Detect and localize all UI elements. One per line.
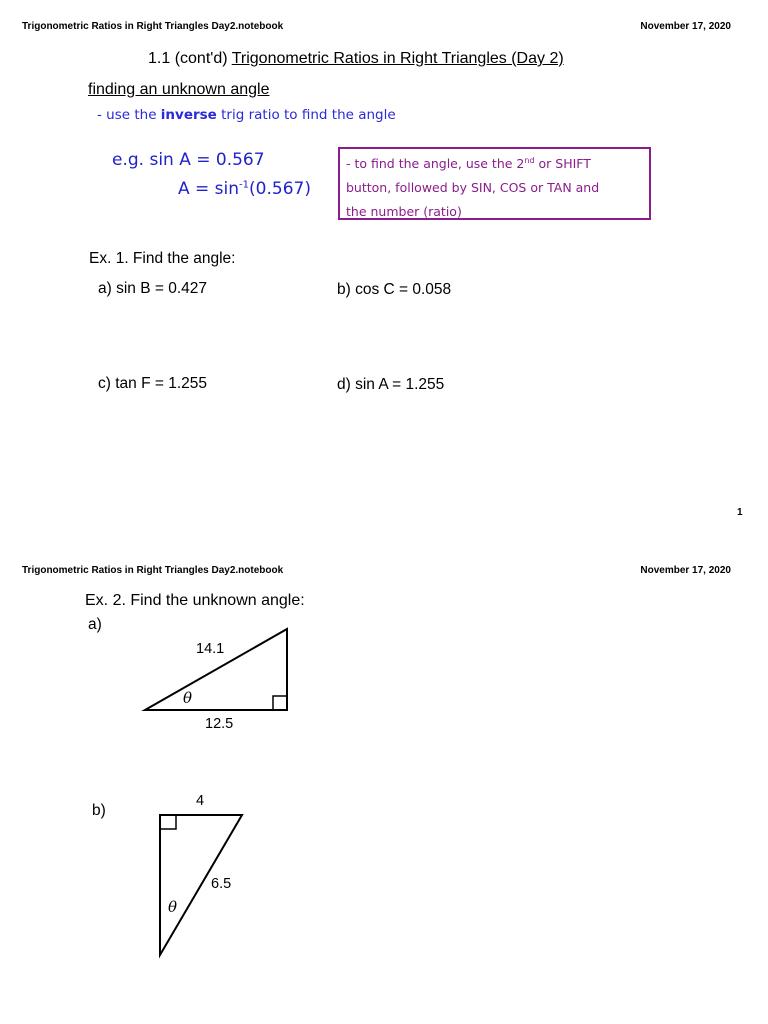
callout-line-1-a: - to find the angle, use the 2 <box>346 156 525 172</box>
example-line-2-a: A = sin <box>178 179 240 199</box>
callout-line-1-b: or SHIFT <box>534 156 591 172</box>
page-number: 1 <box>737 507 743 518</box>
ex1-item-a: a) sin B = 0.427 <box>98 280 207 297</box>
triangle-b-hypotenuse-label: 6.5 <box>211 876 232 892</box>
note-bold: inverse <box>160 107 217 123</box>
ex2-part-a-label: a) <box>88 616 102 633</box>
ex2-title: Ex. 2. Find the unknown angle: <box>85 592 305 609</box>
example-line-1: e.g. sin A = 0.567 <box>112 150 265 170</box>
ex1-item-b: b) cos C = 0.058 <box>337 281 452 298</box>
right-angle-marker-a <box>273 696 287 710</box>
triangle-b-theta-label: θ <box>168 898 178 916</box>
ex1-title: Ex. 1. Find the angle: <box>89 250 236 267</box>
page2-header-title: Trigonometric Ratios in Right Triangles Day2.notebook <box>22 565 284 576</box>
triangle-a-base-label: 12.5 <box>205 716 234 732</box>
callout-line-3: the number (ratio) <box>346 204 462 220</box>
example-line-2-b: (0.567) <box>249 179 311 199</box>
page1-header-date: November 17, 2020 <box>640 21 731 32</box>
right-angle-marker-b <box>160 815 176 829</box>
subheading: finding an unknown angle <box>88 81 270 98</box>
callout-line-1-sup: nd <box>524 156 535 165</box>
callout-line-2: button, followed by SIN, COS or TAN and <box>346 180 600 196</box>
triangle-a-theta-label: θ <box>183 689 193 707</box>
page1-header-title: Trigonometric Ratios in Right Triangles Day2.notebook <box>22 21 284 32</box>
title-prefix: 1.1 (cont'd) <box>148 50 232 67</box>
note-suffix: trig ratio to find the angle <box>216 107 396 123</box>
ex1-item-d: d) sin A = 1.255 <box>337 376 445 393</box>
title-main: Trigonometric Ratios in Right Triangles (Day 2) <box>231 50 564 67</box>
ex1-item-c: c) tan F = 1.255 <box>98 375 207 392</box>
page2-header-date: November 17, 2020 <box>640 565 731 576</box>
example-line-2-sup: -1 <box>239 179 250 191</box>
ex2-part-b-label: b) <box>92 802 106 819</box>
triangle-a-hypotenuse-label: 14.1 <box>196 641 225 657</box>
note-prefix: - use the <box>97 107 161 123</box>
triangle-b-top-label: 4 <box>196 793 205 809</box>
